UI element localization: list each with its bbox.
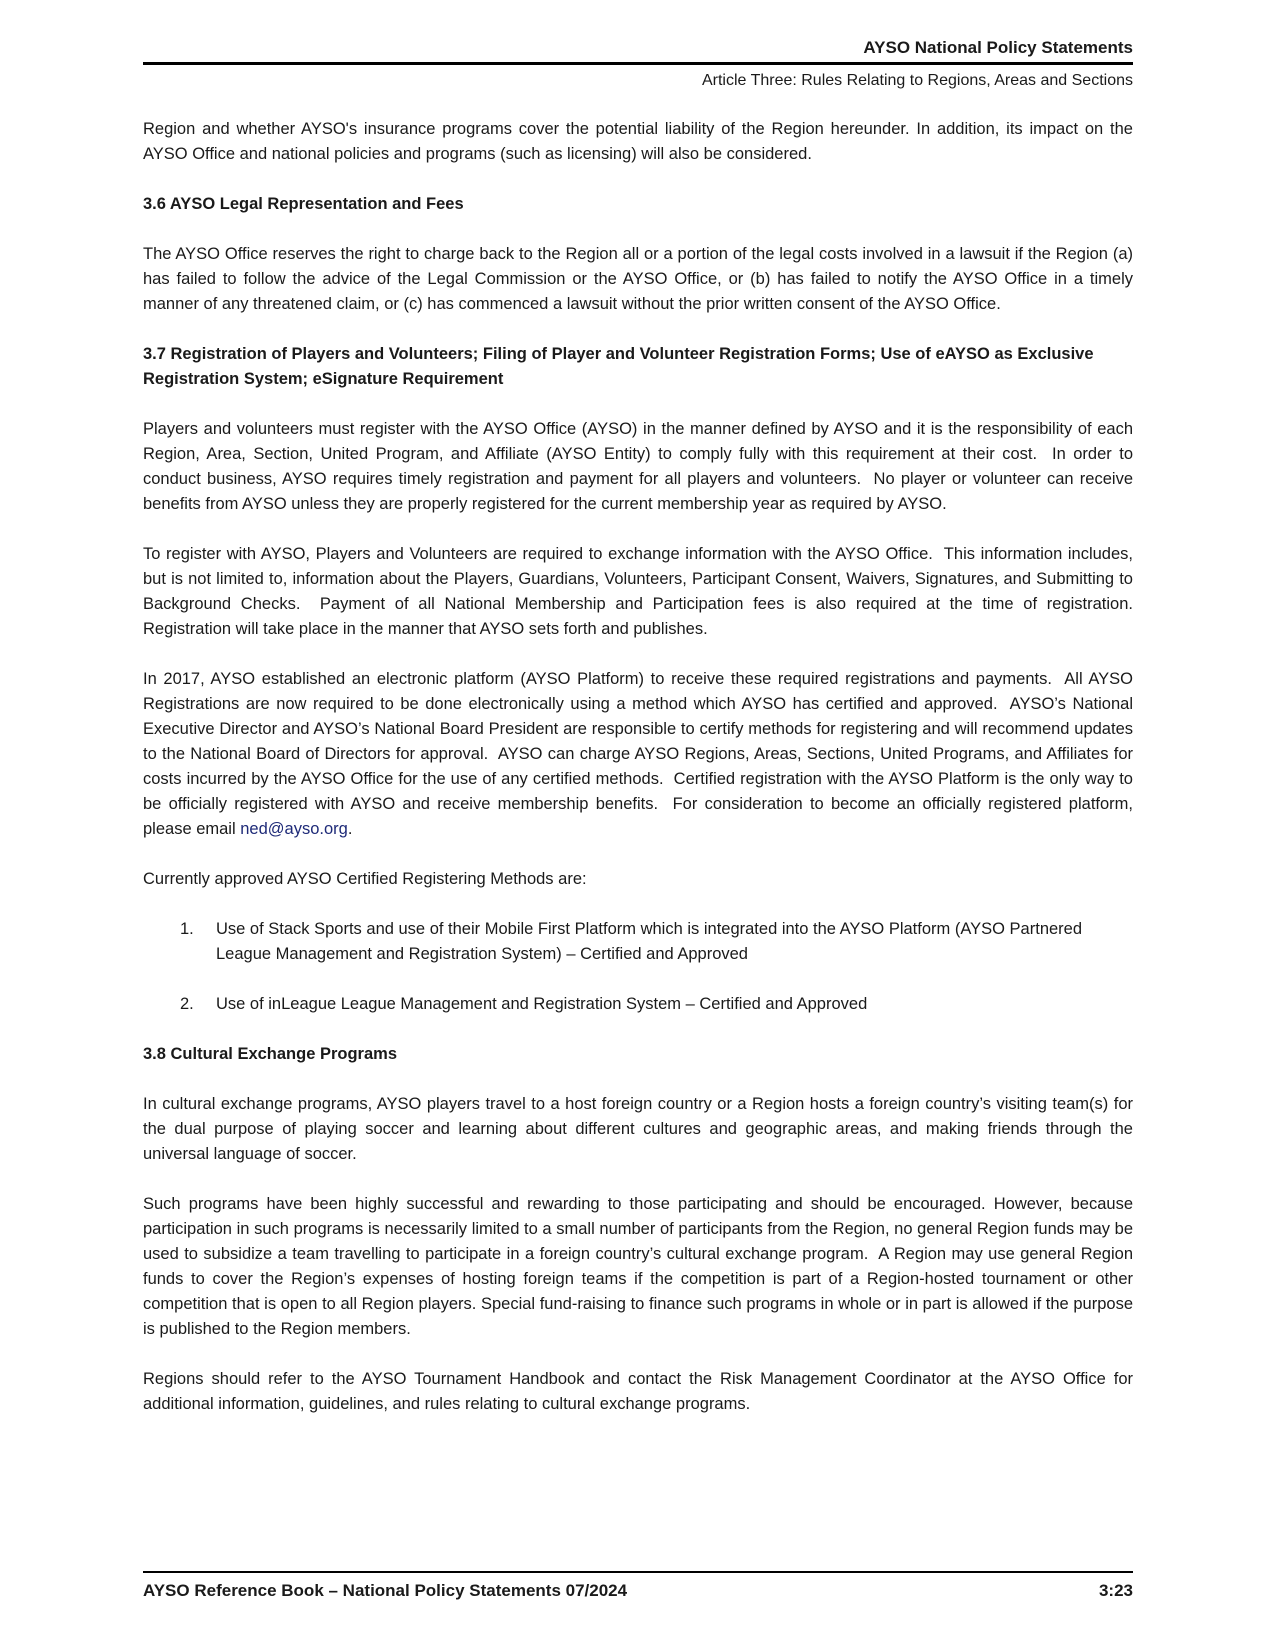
page-content [143, 35, 1143, 1442]
paragraph-text-before-link: In 2017, AYSO established an electronic platform (AYSO Platform) to receive these required registrations and payments. All AYSO Registrations are now required to be done electronically using a method which AYSO has certified and approved. AYSO’s National Executive Director and AYSO’s National Board President are responsible to certify methods for registering and will recommend updates to the National Board of Directors for approval. AYSO can charge AYSO Regions, Areas, Sections, United Programs, and Affiliates for costs incurred by the AYSO Office for the use of any certified methods. Certified registration with the AYSO Platform is the only way to be officially registered with AYSO and receive membership benefits. For consideration to become an officially registered platform, please email [143, 670, 1138, 838]
methods-list [143, 917, 1133, 1017]
list-item [143, 917, 1133, 967]
methods-intro: Currently approved AYSO Certified Registering Methods are: [143, 870, 587, 888]
article-subtitle: Article Three: Rules Relating to Regions, Areas and Sections [701, 72, 1133, 89]
intro-paragraph: Region and whether AYSO's insurance programs cover the potential liability of the Region hereunder. In addition, its impact on the AYSO Office and national policies and programs (such as licensing) will also be considered. [143, 120, 1137, 163]
section-3-7-paragraph-3 [143, 667, 1138, 842]
page-footer [143, 1571, 1133, 1603]
list-item-number: 2. [180, 995, 194, 1013]
list-item-text: Use of Stack Sports and use of their Mobile First Platform which is integrated into the AYSO Platform (AYSO Partnered League Management and Registration System) – Certified and Approved [216, 920, 1083, 963]
list-item-number: 1. [180, 920, 194, 938]
section-3-6-paragraph: The AYSO Office reserves the right to charge back to the Region all or a portion of the legal costs involved in a lawsuit if the Region (a) has failed to follow the advice of the Legal Commission or the AYSO Office, or (b) has failed to notify the AYSO Office in a timely manner of any threatened claim, or (c) has commenced a lawsuit without the prior written consent of the AYSO Office. [143, 245, 1138, 313]
header-rule [143, 62, 1133, 65]
section-3-7-paragraph-2: To register with AYSO, Players and Volunteers are required to exchange information with the AYSO Office. This information includes, but is not limited to, information about the Players, Guardians, Volunteers, Participant Consent, Waivers, Signatures, and Submitting to Background Checks. Payment of all National Membership and Participation fees is also required at the time of registration. Registration will take place in the manner that AYSO sets forth and publishes. [143, 545, 1143, 638]
section-3-8-heading: 3.8 Cultural Exchange Programs [143, 1045, 398, 1063]
footer-left-text: AYSO Reference Book – National Policy Statements 07/2024 [143, 1581, 628, 1600]
list-item-text: Use of inLeague League Management and Registration System – Certified and Approved [216, 995, 868, 1013]
section-3-7-heading: 3.7 Registration of Players and Volunteers; Filing of Player and Volunteer Registration Forms; Use of eAYSO as Exclusive Registration System; eSignature Requirement [143, 345, 1094, 388]
paragraph-text-after-link: . [347, 820, 353, 838]
email-link[interactable]: ned@ayso.org [240, 820, 348, 838]
section-3-8-paragraph-1: In cultural exchange programs, AYSO players travel to a host foreign country or a Region hosts a foreign country’s visiting team(s) for the dual purpose of playing soccer and learning about different cultures and geographic areas, and making friends through the universal language of soccer. [143, 1095, 1138, 1163]
section-3-8-paragraph-2: Such programs have been highly successful and rewarding to those participating and should be encouraged. However, because participation in such programs is necessarily limited to a small number of participants from the Region, no general Region funds may be used to subsidize a team travelling to participate in a foreign country’s cultural exchange program. A Region may use general Region funds to cover the Region’s expenses of hosting foreign teams if the competition is part of a Region-hosted tournament or other competition that is open to all Region players. Special fund-raising to finance such programs in whole or in part is allowed if the purpose is published to the Region members. [143, 1195, 1138, 1338]
section-3-7-paragraph-1: Players and volunteers must register with the AYSO Office (AYSO) in the manner defined by AYSO and it is the responsibility of each Region, Area, Section, United Program, and Affiliate (AYSO Entity) to comply fully with this requirement at their cost. In order to conduct business, AYSO requires timely registration and payment for all players and volunteers. No player or volunteer can receive benefits from AYSO unless they are properly registered for the current membership year as required by AYSO. [143, 420, 1138, 513]
section-3-6-heading: 3.6 AYSO Legal Representation and Fees [143, 195, 464, 213]
list-item [143, 992, 1133, 1017]
footer-page-number: 3:23 [1098, 1581, 1133, 1600]
document-title: AYSO National Policy Statements [863, 38, 1133, 57]
page-header [143, 35, 1133, 93]
section-3-8-paragraph-3: Regions should refer to the AYSO Tournament Handbook and contact the Risk Management Coordinator at the AYSO Office for additional information, guidelines, and rules relating to cultural exchange programs. [143, 1370, 1138, 1413]
